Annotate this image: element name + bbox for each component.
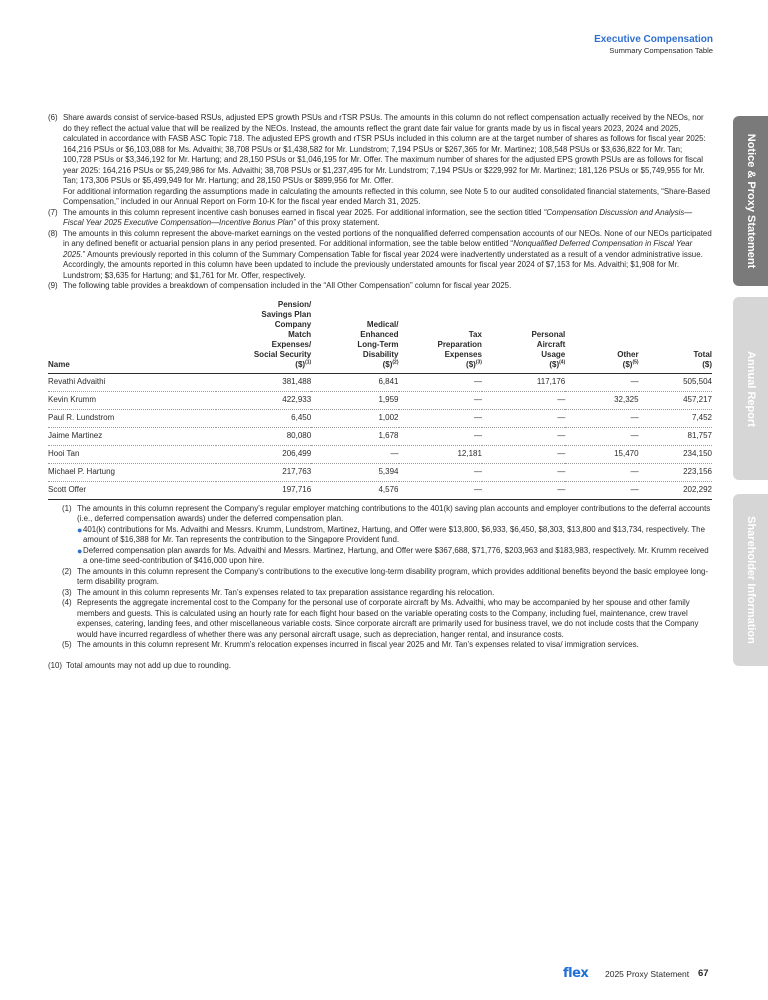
- footnote-reference: Nonqualified Deferred Compensation in Fiscal Year 2025.: [63, 239, 693, 259]
- footnote-ref: (5): [632, 358, 639, 365]
- bullet-text: Deferred compensation plan awards for Ms. Advaithi and Messrs. Martinez, Hartung, and Offer were $367,688, $71,776, $203,963 and $183,983, respectively. Mr. Krumm received a one-time seed-contribution of $416,000 upon hire.: [83, 545, 709, 565]
- header-line: Pension/: [277, 299, 312, 309]
- cell-other: —: [565, 409, 638, 427]
- footnote-9: [48, 281, 712, 292]
- cell-aircraft: 117,176: [482, 373, 565, 391]
- header-line: Personal: [531, 329, 566, 339]
- footnote-number: (4): [62, 598, 72, 607]
- cell-pension: 381,488: [216, 373, 311, 391]
- cell-aircraft: —: [482, 445, 565, 463]
- footnote-number: (10): [48, 660, 63, 670]
- footnote-number: (8): [48, 228, 58, 238]
- table-footnote-5: [62, 640, 712, 651]
- header-line: Usage: [541, 349, 566, 359]
- cell-name: Jaime Martinez: [48, 427, 216, 445]
- header-line: Other: [617, 349, 639, 359]
- footnote-number: (3): [62, 587, 72, 597]
- header-line: Disability: [362, 349, 399, 359]
- cell-other: —: [565, 481, 638, 499]
- footnote-reference: “Compensation Discussion and Analysis—Fiscal Year 2025 Executive Compensation—Incentive Bonus Plan”: [63, 207, 693, 227]
- col-header-medical: [311, 300, 398, 374]
- page-content: [48, 113, 712, 671]
- footnote-number: (9): [48, 281, 58, 290]
- cell-tax: —: [399, 463, 482, 481]
- header-line: Company: [274, 319, 312, 329]
- footnote-text: The amounts in this column represent the Company’s contributions to the executive long-term disability program, which provides additional benefits beyond the basic employee long-term disability program.: [77, 566, 709, 586]
- tab-label: Notice & Proxy Statement: [744, 133, 757, 269]
- tab-annual-report[interactable]: [733, 297, 768, 480]
- header-line: ($): [622, 359, 633, 369]
- cell-other: —: [565, 427, 638, 445]
- cell-pension: 197,716: [216, 481, 311, 499]
- table-row: [48, 391, 712, 409]
- header-line: Tax: [468, 329, 482, 339]
- page-number: 67: [698, 968, 709, 979]
- cell-aircraft: —: [482, 481, 565, 499]
- cell-total: 457,217: [639, 391, 712, 409]
- footnote-ref: (1): [305, 358, 312, 365]
- cell-pension: 80,080: [216, 427, 311, 445]
- section-title: Executive Compensation: [594, 34, 713, 45]
- footnote-number: (1): [62, 503, 72, 513]
- header-line: ($): [702, 359, 712, 369]
- header-line: ($): [382, 359, 393, 369]
- footnote-text: Represents the aggregate incremental cost to the Company for the personal use of corporate aircraft by Ms. Advaithi, who may be accompanied by her spouse and other family members and guests. This is calculated using an hourly rate for each flight hour based on the variable operating costs to the Company, including fuel, maintenance, crew travel expenses, catering, landing fees, and other miscellaneous variable costs. Since corporate aircraft are primarily used for business travel, we do not include costs that the Company would have incurred regardless of whether there was any personal aircraft usage, such as depreciation, hanger rental, and insurance costs.: [77, 598, 699, 639]
- cell-medical: 5,394: [311, 463, 398, 481]
- header-line: Expenses: [444, 349, 482, 359]
- footnote-text: The amounts in this column represent the above-market earnings on the vested portions of the nonqualified deferred compensation accounts of our NEOs. None of our NEOs participated in any defined benefit or actuarial pension plans in any period presented. For additional information, see the table below entitled “: [63, 228, 712, 248]
- bullet-item: [77, 546, 712, 567]
- cell-aircraft: —: [482, 463, 565, 481]
- footnote-text: For additional information regarding the assumptions made in calculating the amounts reflected in this column, see Note 5 to our audited consolidated financial statements, “Share-Based Compensation,” included in our Annual Report on Form 10-K for the fiscal year ended March 31, 2025.: [63, 186, 710, 206]
- table-row: [48, 427, 712, 445]
- col-header-total: [639, 300, 712, 374]
- bullet-icon: ●: [77, 524, 83, 535]
- table-footnotes: [62, 504, 712, 651]
- header-line: Aircraft: [536, 339, 566, 349]
- cell-medical: 6,841: [311, 373, 398, 391]
- cell-total: 7,452: [639, 409, 712, 427]
- cell-name: Paul R. Lundstrom: [48, 409, 216, 427]
- flex-logo: flex: [563, 966, 589, 981]
- cell-medical: 4,576: [311, 481, 398, 499]
- table-footnote-4: [62, 598, 712, 640]
- header-line: Preparation: [437, 339, 482, 349]
- footnote-text: The amounts in this column represent incentive cash bonuses earned in fiscal year 2025. For additional information, see the section titled: [63, 207, 544, 217]
- cell-aircraft: —: [482, 391, 565, 409]
- cell-total: 234,150: [639, 445, 712, 463]
- footnote-7: [48, 208, 712, 229]
- header-line: Total: [693, 349, 712, 359]
- cell-other: —: [565, 463, 638, 481]
- cell-medical: 1,959: [311, 391, 398, 409]
- table-header-row: [48, 300, 712, 374]
- footer-title: 2025 Proxy Statement: [605, 969, 690, 979]
- header-line: ($): [549, 359, 560, 369]
- cell-tax: 12,181: [399, 445, 482, 463]
- cell-pension: 6,450: [216, 409, 311, 427]
- col-header-pension: [216, 300, 311, 374]
- tab-shareholder-information[interactable]: [733, 494, 768, 666]
- cell-name: Revathi Advaithi: [48, 373, 216, 391]
- table-row: [48, 373, 712, 391]
- cell-total: 202,292: [639, 481, 712, 499]
- footnote-ref: (3): [475, 358, 482, 365]
- cell-medical: 1,002: [311, 409, 398, 427]
- footnote-ref: (2): [392, 358, 399, 365]
- table-row: [48, 409, 712, 427]
- footnote-10: [48, 661, 712, 672]
- cell-other: 32,325: [565, 391, 638, 409]
- footnote-number: (7): [48, 207, 58, 217]
- header-line: ($): [466, 359, 476, 369]
- cell-tax: —: [399, 409, 482, 427]
- tab-label: Shareholder Information: [744, 516, 757, 644]
- bullet-icon: ●: [77, 545, 83, 556]
- cell-name: Hooi Tan: [48, 445, 216, 463]
- table-row: [48, 445, 712, 463]
- footnote-text: Share awards consist of service-based RSUs, adjusted EPS growth PSUs and rTSR PSUs. The amounts in this column do not reflect compensation actually received by the NEOs, nor do they reflect the actual value that will be realized by the NEOs. Instead, the amounts reflect the grant date fair value for grants made by us in fiscal years 2023, 2024 and 2025, calculated in accordance with FASB ASC Topic 718. The adjusted EPS growth and rTSR PSUs included in this column are at the target number of shares as follows for fiscal year 2025: 164,216 PSUs or $6,103,088 for Ms. Advaithi; 38,708 PSUs or $1,438,582 for Mr. Lundstrom; 7,194 PSUs or $267,365 for Mr. Martinez; 108,548 PSUs or $3,636,822 for Mr. Tan; 100,728 PSUs or $3,346,192 for Mr. Hartung; and 28,150 PSUs or $1,046,195 for Mr. Offer. The maximum number of shares for the adjusted EPS growth PSUs are as follows for fiscal year 2025: 164,216 PSUs or $5,249,986 for Ms. Advaithi; 38,708 PSUs or $1,237,495 for Mr. Lundstrom; 7,194 PSUs or $229,992 for Mr. Martinez; 181,126 PSUs or $5,749,955 for Mr. Tan; 173,306 PSUs or $5,499,949 for Mr. Hartung; and 28,150 PSUs or $899,956 for Mr. Offer.: [63, 113, 706, 185]
- footnote-text: The following table provides a breakdown of compensation included in the “All Other Compensation” column for fiscal year 2025.: [63, 281, 512, 290]
- cell-tax: —: [399, 373, 482, 391]
- cell-medical: —: [311, 445, 398, 463]
- cell-pension: 206,499: [216, 445, 311, 463]
- footnote-text: of this proxy statement.: [295, 218, 380, 227]
- table-row: [48, 463, 712, 481]
- cell-medical: 1,678: [311, 427, 398, 445]
- footnote-8: [48, 229, 712, 282]
- all-other-compensation-table: [48, 300, 712, 500]
- cell-tax: —: [399, 427, 482, 445]
- header-line: ($): [295, 359, 306, 369]
- section-subtitle: Summary Compensation Table: [609, 46, 713, 55]
- col-header-other: [565, 300, 638, 374]
- header-line: Long-Term: [357, 339, 399, 349]
- col-header-tax: [399, 300, 482, 374]
- col-header-aircraft: [482, 300, 565, 374]
- footnote-6: [48, 113, 712, 208]
- footnote-number: (2): [62, 566, 72, 576]
- cell-aircraft: —: [482, 427, 565, 445]
- cell-other: 15,470: [565, 445, 638, 463]
- cell-tax: —: [399, 391, 482, 409]
- header-line: Match: [288, 329, 312, 339]
- cell-tax: —: [399, 481, 482, 499]
- cell-total: 223,156: [639, 463, 712, 481]
- cell-name: Kevin Krumm: [48, 391, 216, 409]
- footnote-number: (5): [62, 640, 72, 649]
- table-footnote-2: [62, 567, 712, 588]
- header-line: Expenses/: [271, 339, 312, 349]
- footnote-ref: (4): [559, 358, 566, 365]
- header-line: Savings Plan: [261, 309, 312, 319]
- cell-name: Scott Offer: [48, 481, 216, 499]
- footnote-text: Total amounts may not add up due to rounding.: [66, 660, 231, 670]
- table-row: [48, 481, 712, 499]
- col-header-name: Name: [48, 300, 216, 374]
- header-line: Social Security: [253, 349, 312, 359]
- table-footnote-1: [62, 504, 712, 567]
- header-line: Medical/: [366, 319, 399, 329]
- tab-notice-proxy-statement[interactable]: [733, 116, 768, 286]
- cell-total: 505,504: [639, 373, 712, 391]
- footnote-text: The amounts in this column represent the Company’s regular employer matching contributions to the 401(k) saving plan accounts and employer contributions to the deferral accounts (i.e., deferred compensation awards) under the deferred compensation plan.: [77, 503, 711, 523]
- header-line: Enhanced: [360, 329, 399, 339]
- cell-total: 81,757: [639, 427, 712, 445]
- bullet-text: 401(k) contributions for Ms. Advaithi and Messrs. Krumm, Lundstrom, Martinez, Hartung, and Offer were $13,800, $6,933, $6,450, $8,303, $13,800 and $13,734, respectively. The amount of $16,388 for Mr. Tan represents the contribution to the Singapore Provident fund.: [83, 524, 705, 544]
- footnote-text: ” Amounts previously reported in this column of the Summary Compensation Table for fiscal year 2024 were inadvertently understated as a result of a vendor administrative issue. Accordingly, the amounts reported in this column have been updated to include the previously understated amounts for fiscal year 2024 of $7,153 for Ms. Advaithi; $1,908 for Mr. Lundstrom; $3,635 for Hartung; and $1,761 for Mr. Offer, respectively.: [63, 249, 703, 280]
- cell-pension: 422,933: [216, 391, 311, 409]
- bullet-item: [77, 525, 712, 546]
- footnote-text: The amount in this column represents Mr. Tan’s expenses related to tax preparation assistance regarding his relocation.: [77, 587, 495, 597]
- footnote-number: (6): [48, 113, 58, 122]
- cell-name: Michael P. Hartung: [48, 463, 216, 481]
- tab-label: Annual Report: [744, 350, 757, 427]
- footnote-text: The amounts in this column represent Mr. Krumm’s relocation expenses incurred in fiscal year 2025 and Mr. Tan’s expenses related to visa/ immigration services.: [77, 640, 639, 649]
- table-footnote-3: [62, 588, 712, 599]
- cell-aircraft: —: [482, 409, 565, 427]
- cell-pension: 217,763: [216, 463, 311, 481]
- cell-other: —: [565, 373, 638, 391]
